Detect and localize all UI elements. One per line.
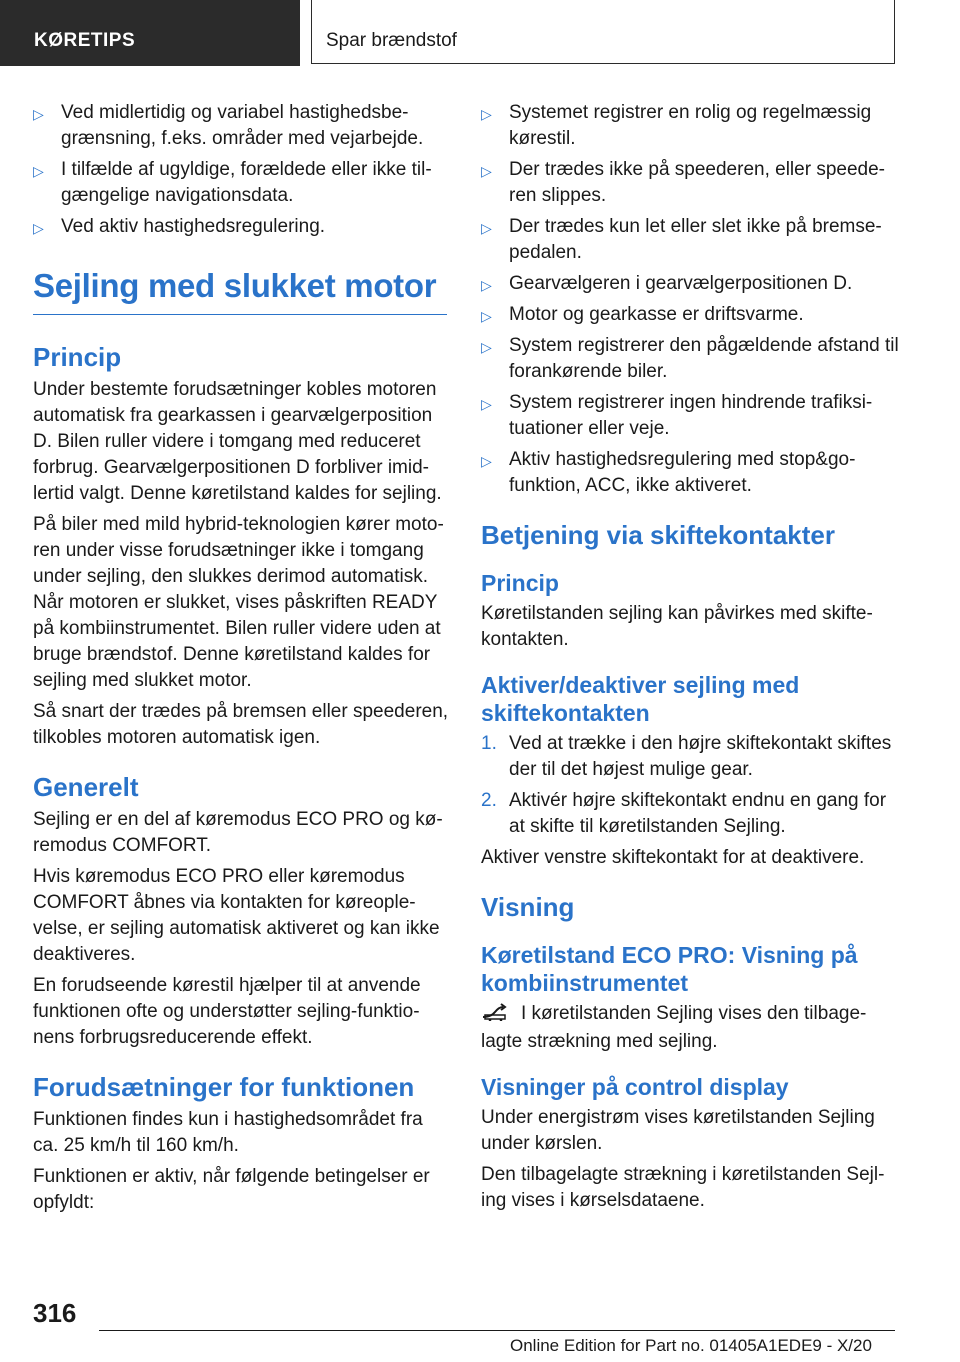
paragraph: Funktionen er aktiv, når følgende betingelser er opfyldt:	[33, 1166, 430, 1213]
paragraph: Under energistrøm vises køretilstanden Sejling under kørslen.	[481, 1107, 875, 1154]
section-tab	[0, 0, 300, 66]
chapter-tab	[311, 0, 895, 64]
list-item: ▷ Systemet registrer en rolig og regelmæssig kørestil.	[481, 102, 872, 149]
coasting-icon	[481, 1001, 513, 1029]
steps-list	[481, 731, 901, 840]
visning-heading: Visning	[481, 892, 575, 922]
triangle-bullet-icon: ▷	[481, 220, 492, 236]
list-item: ▷ Aktiv hastighedsregulering med stop&go-funktion, ACC, ikke aktiveret.	[481, 449, 856, 496]
list-item: ▷ System registrerer ingen hindrende trafiksi-tuationer eller veje.	[481, 392, 873, 439]
paragraph: Under bestemte forudsætninger kobles motoren automatisk fra gearkassen i gearvælgerposition D. Bilen ruller videre i tomgang med reduceret forbrug. Gearvælgerpositionen D forbliver imid-lertid valgt. Denne køretilstand kaldes for sejling.	[33, 379, 442, 504]
list-item: ▷ Gearvælgeren i gearvælgerpositionen D.	[481, 271, 901, 297]
paragraph: I køretilstanden Sejling vises den tilbage-lagte strækning med sejling.	[481, 1003, 867, 1052]
triangle-bullet-icon: ▷	[33, 220, 44, 236]
paragraph: Køretilstanden sejling kan påvirkes med skifte-kontakten.	[481, 603, 873, 650]
page-header	[0, 0, 960, 66]
left-column	[33, 100, 453, 1221]
triangle-bullet-icon: ▷	[481, 106, 492, 122]
condition-list-right	[481, 100, 901, 499]
paragraph: Den tilbagelagte strækning i køretilstanden Sejl-ing vises i kørselsdataene.	[481, 1164, 885, 1211]
section-title: KØRETIPS	[34, 30, 136, 51]
chapter-title: Spar brændstof	[326, 30, 457, 51]
triangle-bullet-icon: ▷	[481, 339, 492, 355]
paragraph: På biler med mild hybrid-teknologien kører moto-ren under visse forudsætninger ikke i tomgang under sejling, den slukkes derimod automatisk. Når motoren er slukket, vises påskriften READY på kombiinstrumentet. Bilen ruller videre uden at bruge brændstof. Denne køretilstand kaldes for sejling med slukket motor.	[33, 514, 444, 691]
eco-pro-subheading: Køretilstand ECO PRO: Visning på kombiinstrumentet	[481, 942, 858, 996]
list-item: ▷ Ved aktiv hastighedsregulering.	[33, 214, 453, 240]
paragraph: Aktiver venstre skiftekontakt for at deaktivere.	[481, 847, 865, 868]
list-item: ▷ Der trædes ikke på speederen, eller speede-ren slippes.	[481, 159, 885, 206]
list-item: 1. Ved at trække i den højre skiftekontakt skiftes der til det højest mulige gear.	[481, 733, 892, 780]
list-item: ▷ Ved midlertidig og variabel hastighedsbe-grænsning, f.eks. områder med vejarbejde.	[33, 102, 424, 149]
right-column	[481, 100, 901, 1219]
triangle-bullet-icon: ▷	[481, 308, 492, 324]
section-heading: Sejling med slukket motor	[33, 267, 437, 304]
forudsaetninger-heading: Forudsætninger for funktionen	[33, 1072, 415, 1102]
list-item: ▷ Der trædes kun let eller slet ikke på bremse-pedalen.	[481, 216, 882, 263]
princip-subheading: Princip	[481, 570, 559, 596]
condition-list-left	[33, 100, 453, 240]
triangle-bullet-icon: ▷	[481, 396, 492, 412]
triangle-bullet-icon: ▷	[33, 163, 44, 179]
paragraph: Sejling er en del af køremodus ECO PRO og kø-remodus COMFORT.	[33, 809, 443, 856]
triangle-bullet-icon: ▷	[481, 163, 492, 179]
triangle-bullet-icon: ▷	[481, 453, 492, 469]
paragraph: Hvis køremodus ECO PRO eller køremodus COMFORT åbnes via kontakten for køreople-velse, er sejling automatisk aktiveret og kan ikke deaktiveres.	[33, 866, 440, 965]
heading-divider	[33, 314, 447, 315]
list-item: ▷ Motor og gearkasse er driftsvarme.	[481, 302, 901, 328]
list-item: ▷ I tilfælde af ugyldige, forældede eller ikke til-gængelige navigationsdata.	[33, 159, 432, 206]
paragraph: Så snart der trædes på bremsen eller speederen, tilkobles motoren automatisk igen.	[33, 701, 449, 748]
paragraph: En forudseende kørestil hjælper til at anvende funktionen ofte og understøtter sejling-funktio-nens forbrugsreducerende effekt.	[33, 975, 421, 1048]
edition-label: Online Edition for Part no. 01405A1EDE9 - X/20	[510, 1336, 872, 1355]
generelt-heading: Generelt	[33, 772, 139, 802]
footer-divider	[99, 1330, 895, 1331]
aktiver-subheading: Aktiver/deaktiver sejling med skiftekontakten	[481, 672, 800, 726]
triangle-bullet-icon: ▷	[481, 277, 492, 293]
control-display-subheading: Visninger på control display	[481, 1074, 789, 1100]
princip-heading: Princip	[33, 342, 122, 372]
list-item: ▷ System registrerer den pågældende afstand til forankørende biler.	[481, 335, 899, 382]
betjening-heading: Betjening via skiftekontakter	[481, 520, 835, 550]
triangle-bullet-icon: ▷	[33, 106, 44, 122]
paragraph: Funktionen findes kun i hastighedsområdet fra ca. 25 km/h til 160 km/h.	[33, 1109, 423, 1156]
list-item: 2. Aktivér højre skiftekontakt endnu en gang for at skifte til køretilstanden Sejling.	[481, 790, 887, 837]
page-number: 316	[33, 1298, 77, 1328]
